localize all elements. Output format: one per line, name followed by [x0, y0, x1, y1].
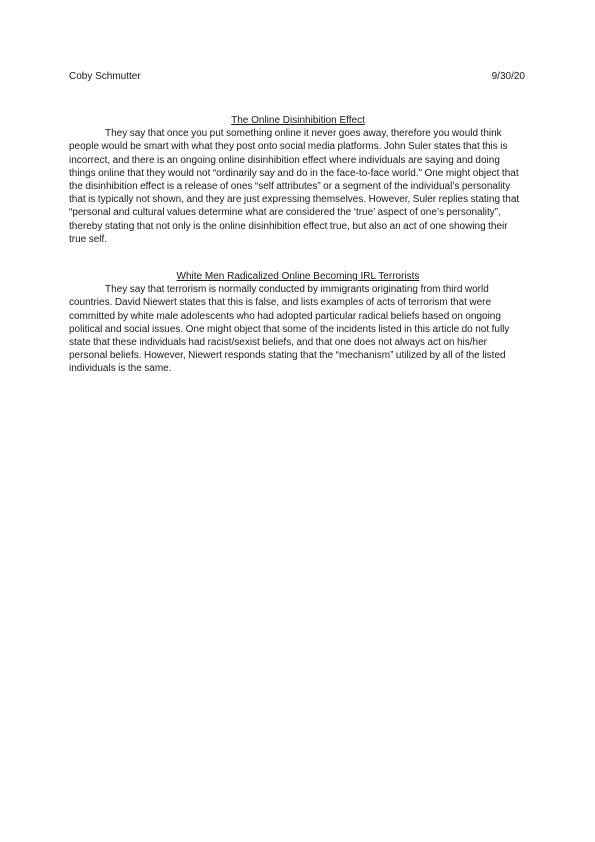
section-paragraph: They say that once you put something online it never goes away, therefore you would think people would be smart with what they post onto social media platforms. John Suler states that this is incorrect, and there is an ongoing online disinhibition effect where individuals are saying and doing things online that they would not “ordinarily say and do in the face-to-face world.” One might object that the disinhibition effect is a release of ones “self attributes” or a segment of the individual’s personality that is typically not shown, and they are just expressing themselves. However, Suler replies stating that “personal and cultural values determine what are considered the ‘true’ aspect of one’s personality”, thereby stating that not only is the online disinhibition effect true, but also an act of one showing their true self. [69, 128, 520, 245]
section-title: White Men Radicalized Online Becoming IRL Terrorists [176, 271, 420, 282]
section-paragraph: They say that terrorism is normally conducted by immigrants originating from third world countries. David Niewert states that this is false, and lists examples of acts of terrorism that were committed by white male adolescents who had adopted particular radical beliefs based on ongoing political and social issues. One might object that some of the incidents listed in this article do not fully state that these individuals had racist/sexist beliefs, and that one does not always act on his/her personal beliefs. However, Niewert responds stating that the “mechanism” utilized by all of the listed individuals is the same. [69, 284, 510, 375]
section-online-disinhibition [69, 114, 527, 246]
document-header [69, 70, 525, 83]
section-white-men-radicalized [69, 270, 527, 376]
document-date: 9/30/20 [491, 71, 525, 82]
section-title: The Online Disinhibition Effect [231, 115, 365, 126]
author-name: Coby Schmutter [69, 71, 141, 82]
